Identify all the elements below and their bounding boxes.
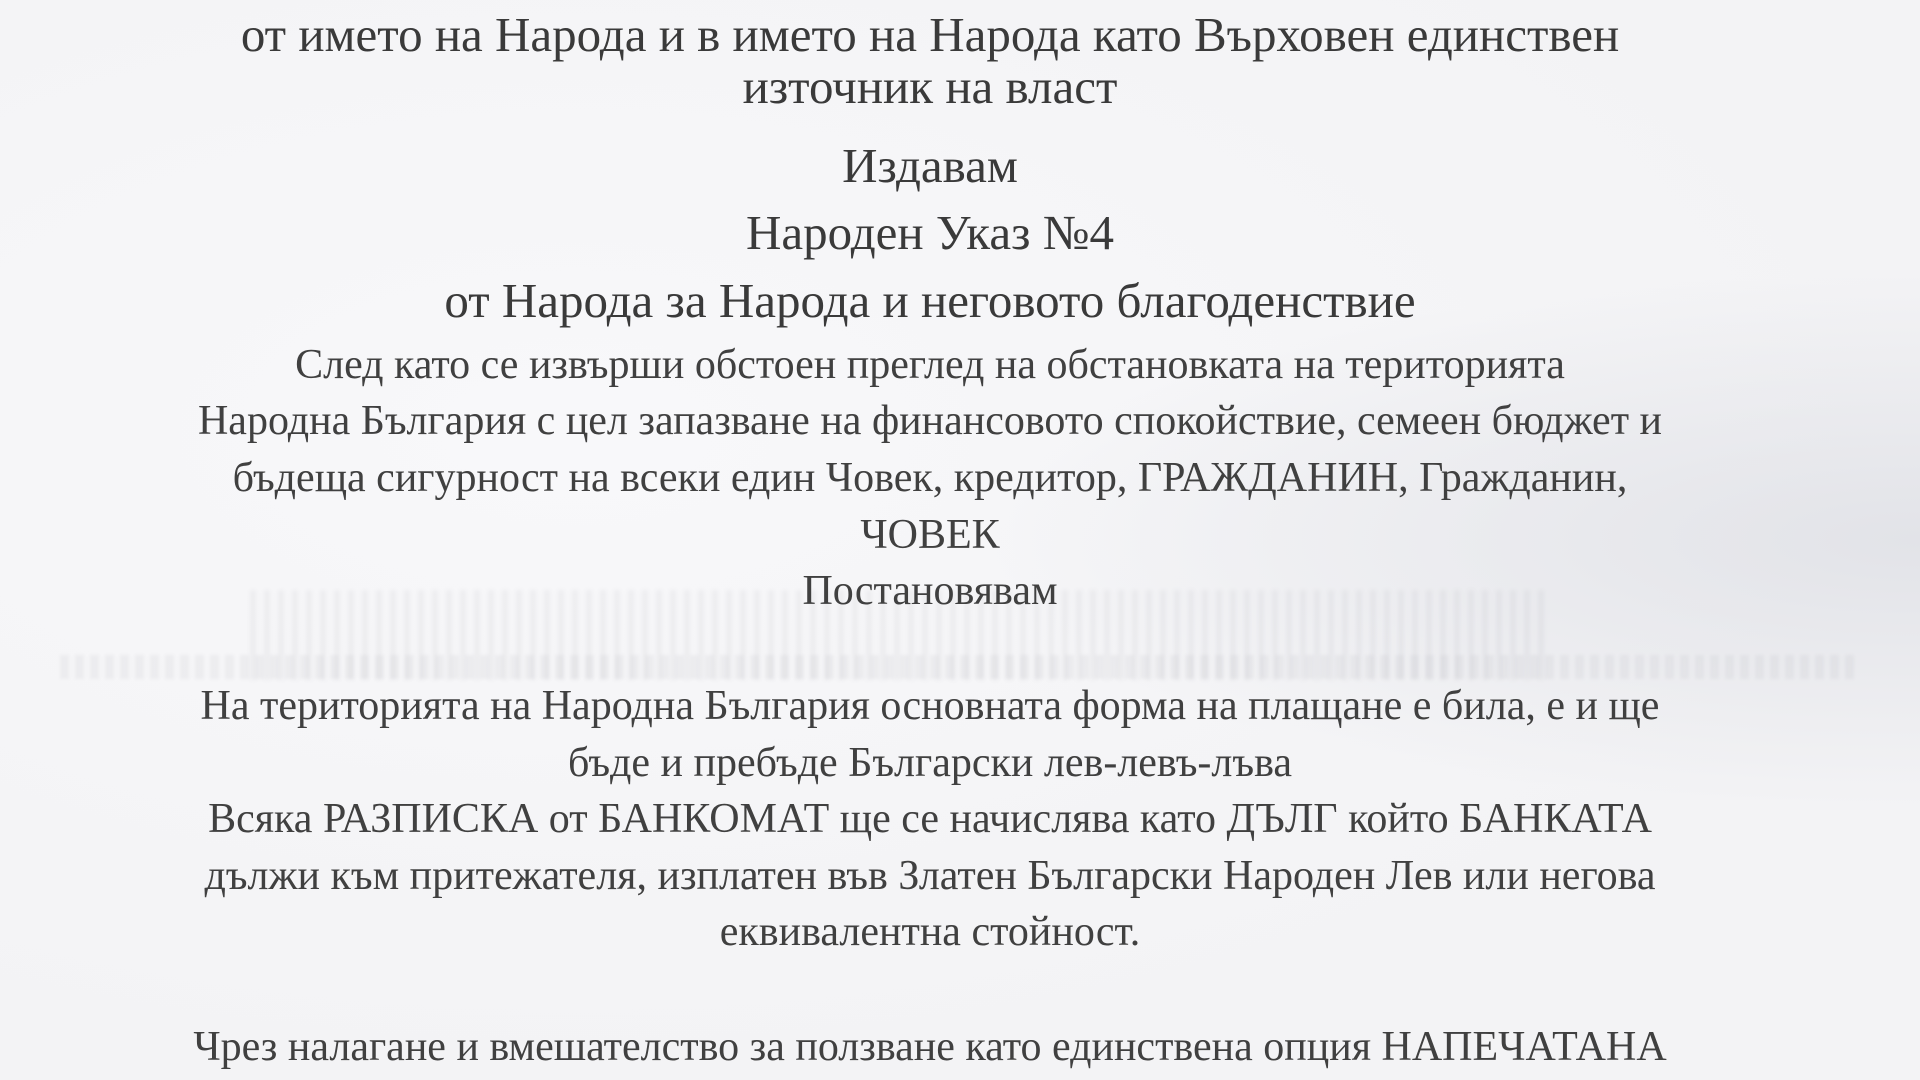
clause-2-line-2: дължи към притежателя, изплатен във Златен Български Народен Лев или негова: [204, 853, 1656, 899]
body-line-4: ЧОВЕК: [860, 512, 1000, 558]
clause-2-line-3: еквивалентна стойност.: [719, 909, 1141, 955]
body-line-3: бъдеща сигурност на всеки един Човек, кредитор, ГРАЖДАНИН, Гражданин,: [232, 455, 1628, 501]
clause-3-line-1: Чрез налагане и вмешателство за ползване като единствена опция НАПЕЧАТАНА: [193, 1024, 1667, 1070]
bleed-through-text-line: [60, 655, 1860, 679]
decree-title: Народен Указ №4: [746, 205, 1114, 260]
clause-2-line-1: Всяка РАЗПИСКА от БАНКОМАТ ще се начислява като ДЪЛГ който БАНКАТА: [208, 796, 1652, 842]
clause-1-line-1: На територията на Народна България основната форма на плащане е била, е и ще: [200, 683, 1660, 729]
preamble-line-2: източник на власт: [742, 59, 1118, 114]
issue-heading: Издавам: [842, 138, 1018, 193]
body-line-2: Народна България с цел запазване на финансовото спокойствие, семеен бюджет и: [197, 398, 1663, 444]
decree-verb: Постановявам: [802, 568, 1058, 614]
clause-1-line-2: бъде и пребъде Български лев-левъ-лъва: [568, 740, 1292, 786]
body-line-1: След като се извърши обстоен преглед на обстановката на територията: [295, 342, 1565, 388]
preamble-line-1: от името на Народа и в името на Народа като Върховен единствен: [240, 7, 1620, 62]
decree-subtitle: от Народа за Народа и неговото благоденствие: [444, 273, 1416, 328]
